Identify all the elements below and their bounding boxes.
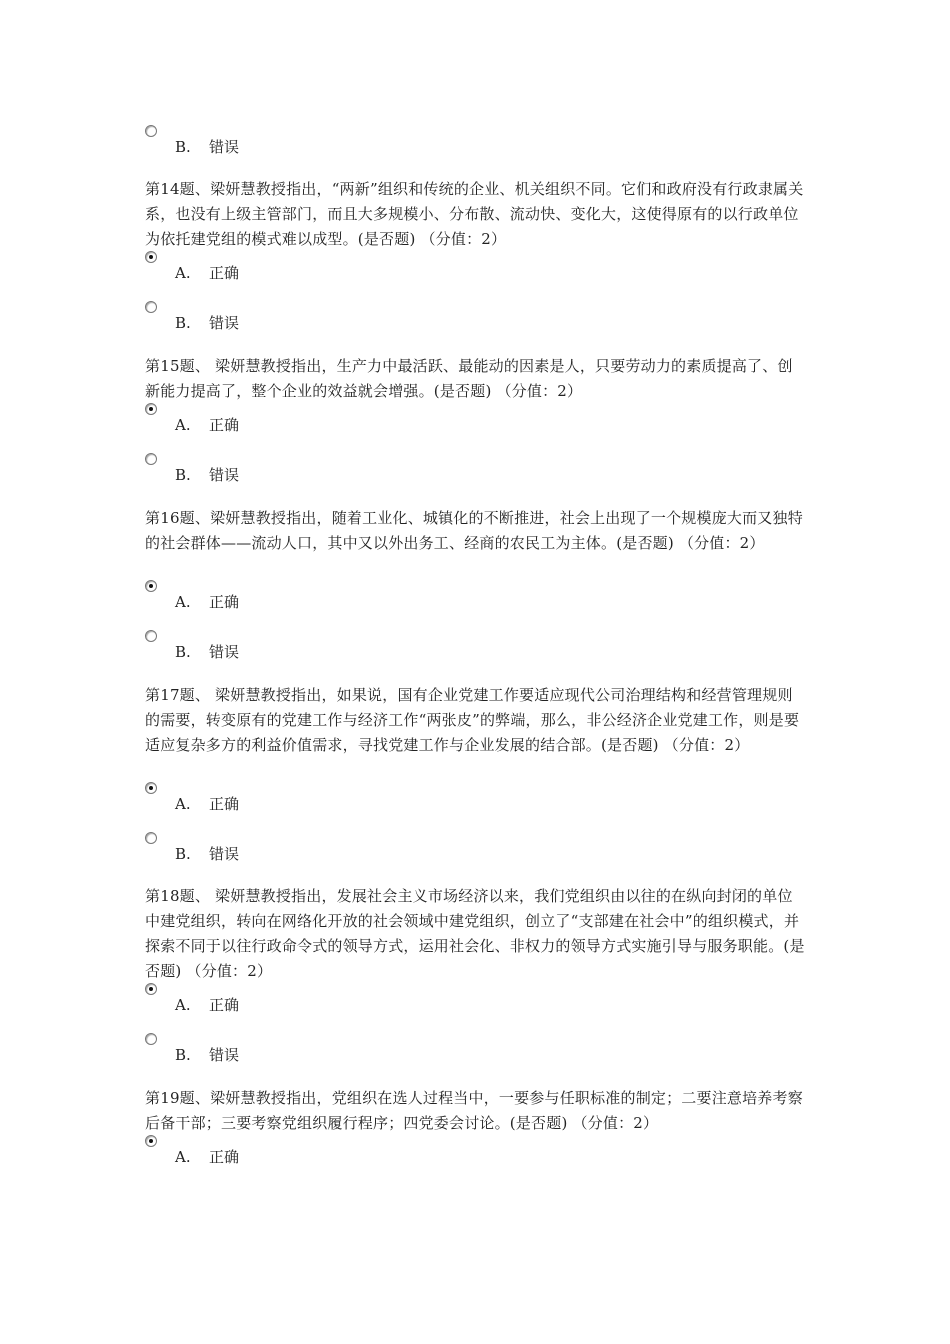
radio-checked-icon[interactable] xyxy=(145,782,157,794)
option-text: 错误 xyxy=(209,643,240,661)
option-text: 正确 xyxy=(209,996,240,1014)
option-letter: A. xyxy=(175,795,191,813)
option-text: 错误 xyxy=(209,1046,240,1064)
radio-checked-icon[interactable] xyxy=(145,580,157,592)
option-text: 正确 xyxy=(209,593,240,611)
option-letter: A. xyxy=(175,593,191,611)
question-14-text: 第14题、梁妍慧教授指出，“两新”组织和传统的企业、机关组织不同。它们和政府没有行政隶属关系，也没有上级主管部门，而且大多规模小、分布散、流动快、变化大，这使得原有的以行政单位为依托建党组的模式难以成型。(是否题) （分值：2） xyxy=(145,180,804,248)
option-letter: B. xyxy=(175,138,191,156)
radio-unchecked-icon[interactable] xyxy=(145,125,157,137)
option-text: 错误 xyxy=(209,466,240,484)
option-text: 错误 xyxy=(209,845,240,863)
option-letter: A. xyxy=(175,264,191,282)
radio-checked-icon[interactable] xyxy=(145,983,157,995)
option-text: 错误 xyxy=(209,314,240,332)
radio-unchecked-icon[interactable] xyxy=(145,453,157,465)
radio-unchecked-icon[interactable] xyxy=(145,1033,157,1045)
question-18-text: 第18题、 梁妍慧教授指出，发展社会主义市场经济以来，我们党组织由以往的在纵向封闭的单位中建党组织，转向在网络化开放的社会领域中建党组织，创立了“支部建在社会中”的组织模式，并探索不同于以往行政命令式的领导方式，运用社会化、非权力的领导方式实施引导与服务职能。(是否题) （分值：2） xyxy=(145,887,805,980)
option-text: 正确 xyxy=(209,1148,240,1166)
option-text: 正确 xyxy=(209,416,240,434)
option-letter: A. xyxy=(175,1148,191,1166)
option-text: 正确 xyxy=(209,795,240,813)
question-17-text: 第17题、 梁妍慧教授指出，如果说，国有企业党建工作要适应现代公司治理结构和经营管理规则的需要，转变原有的党建工作与经济工作“两张皮”的弊端，那么，非公经济企业党建工作，则是要适应复杂多方的利益价值需求，寻找党建工作与企业发展的结合部。(是否题) （分值：2） xyxy=(145,686,800,754)
option-letter: B. xyxy=(175,1046,191,1064)
question-15-text: 第15题、 梁妍慧教授指出，生产力中最活跃、最能动的因素是人，只要劳动力的素质提高了、创新能力提高了，整个企业的效益就会增强。(是否题) （分值：2） xyxy=(145,357,793,400)
question-19-text: 第19题、梁妍慧教授指出，党组织在选人过程当中，一要参与任职标准的制定；二要注意培养考察后备干部；三要考察党组织履行程序；四党委会讨论。(是否题) （分值：2） xyxy=(145,1089,803,1132)
option-letter: B. xyxy=(175,643,191,661)
radio-unchecked-icon[interactable] xyxy=(145,630,157,642)
option-text: 正确 xyxy=(209,264,240,282)
option-letter: B. xyxy=(175,314,191,332)
radio-unchecked-icon[interactable] xyxy=(145,832,157,844)
question-16-text: 第16题、梁妍慧教授指出，随着工业化、城镇化的不断推进，社会上出现了一个规模庞大而又独特的社会群体——流动人口，其中又以外出务工、经商的农民工为主体。(是否题) （分值：2） xyxy=(145,509,803,552)
radio-checked-icon[interactable] xyxy=(145,251,157,263)
radio-unchecked-icon[interactable] xyxy=(145,301,157,313)
option-letter: B. xyxy=(175,845,191,863)
option-letter: A. xyxy=(175,416,191,434)
radio-checked-icon[interactable] xyxy=(145,403,157,415)
option-letter: B. xyxy=(175,466,191,484)
option-text: 错误 xyxy=(209,138,240,156)
option-letter: A. xyxy=(175,996,191,1014)
radio-checked-icon[interactable] xyxy=(145,1135,157,1147)
